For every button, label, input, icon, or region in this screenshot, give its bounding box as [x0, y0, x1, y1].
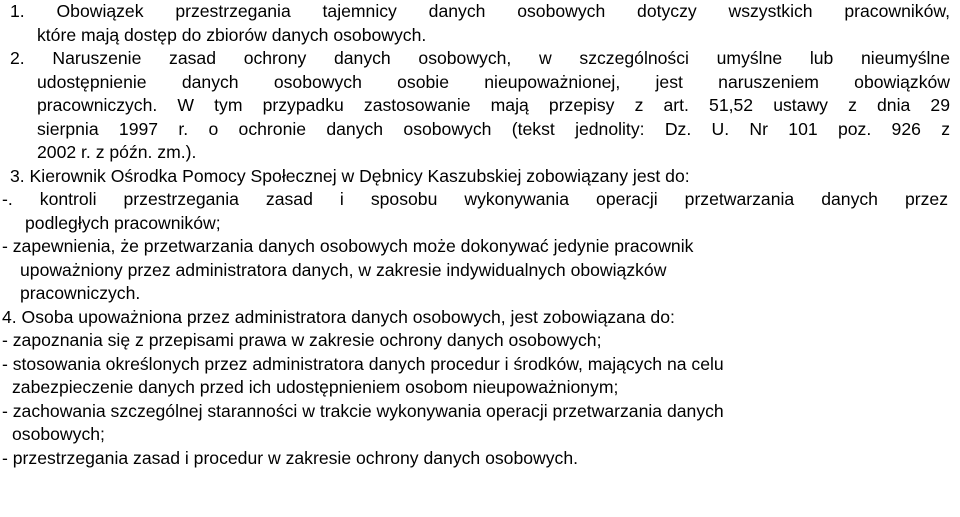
text-line: 4. Osoba upoważniona przez administratora danych osobowych, jest zobowiązana do:	[2, 306, 675, 327]
text-line: - zachowania szczególnej staranności w trakcie wykonywania operacji przetwarzania danych	[2, 400, 724, 421]
text-line: - zapoznania się z przepisami prawa w zakresie ochrony danych osobowych;	[2, 330, 602, 350]
text-line: - przestrzegania zasad i procedur w zakresie ochrony danych osobowych.	[2, 447, 578, 468]
text-line: podległych pracowników;	[25, 212, 221, 233]
text-line: sierpnia 1997 r. o ochronie danych osobowych (tekst jednolity: Dz. U. Nr 101 poz. 926 z	[37, 118, 950, 139]
text-line: -. kontroli przestrzegania zasad i sposobu wykonywania operacji przetwarzania danych przez	[2, 189, 948, 209]
text-line: 1. Obowiązek przestrzegania tajemnicy danych osobowych dotyczy wszystkich pracowników,	[10, 1, 950, 21]
text-line: pracowniczych. W tym przypadku zastosowanie mają przepisy z art. 51,52 ustawy z dnia 29	[37, 95, 950, 115]
text-line: - stosowania określonych przez administratora danych procedur i środków, mających na celu	[2, 353, 724, 374]
text-line: 2002 r. z późn. zm.).	[37, 142, 197, 162]
text-line: które mają dostęp do zbiorów danych osobowych.	[37, 24, 427, 45]
text-line: 2. Naruszenie zasad ochrony danych osobowych, w szczególności umyślne lub nieumyślne	[10, 48, 950, 68]
text-line: - zapewnienia, że przetwarzania danych osobowych może dokonywać jedynie pracownik	[2, 236, 694, 256]
text-line: udostępnienie danych osobowych osobie nieupoważnionej, jest naruszeniem obowiązków	[37, 71, 950, 92]
text-line: pracowniczych.	[20, 283, 141, 303]
text-line: 3. Kierownik Ośrodka Pomocy Społecznej w Dębnicy Kaszubskiej zobowiązany jest do:	[10, 165, 690, 186]
text-line: osobowych;	[12, 424, 105, 444]
text-line: zabezpieczenie danych przed ich udostępnieniem osobom nieupoważnionym;	[12, 377, 619, 397]
text-line: upoważniony przez administratora danych, w zakresie indywidualnych obowiązków	[20, 259, 667, 280]
